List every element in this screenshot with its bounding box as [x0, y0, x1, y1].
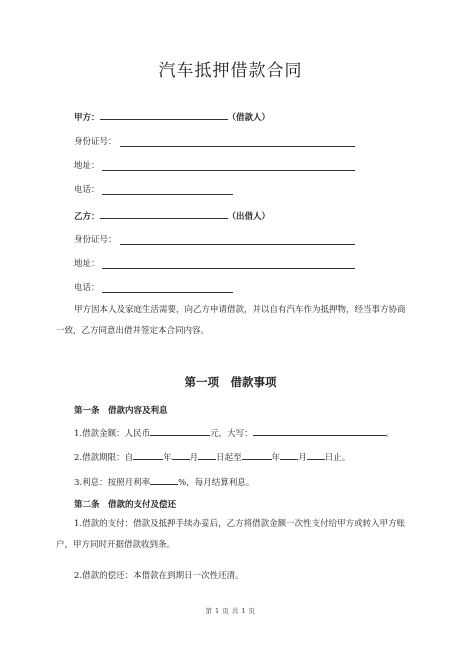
- intro-paragraph: 甲方因本人及家庭生活需要，向乙方申请借款，并以自有汽车作为抵押物，经当事方协商一致，乙方同意出借并签定本合同内容。: [56, 305, 406, 336]
- party-a-id-blank: [120, 146, 355, 147]
- party-a-label: 甲方：: [74, 113, 100, 123]
- section-title: 第一项 借款事项: [184, 375, 277, 389]
- party-b-address-line: [74, 258, 100, 270]
- page-footer: 第 1 页 共 1 页: [205, 607, 256, 615]
- term-month-label: 月: [189, 453, 199, 463]
- article-2-title: 第二条 借款的支付及偿还: [74, 500, 177, 510]
- party-a-address-blank: [102, 170, 355, 171]
- party-b-phone-label: 电话：: [74, 283, 100, 293]
- party-b-address-label: 地址：: [74, 259, 100, 269]
- party-b-role: （出借人）: [227, 212, 271, 222]
- party-a-phone-label: 电话：: [74, 185, 100, 195]
- term-end-month-blank: [280, 450, 298, 460]
- loan-amount-prefix: 1.借款金额：人民币: [74, 429, 151, 439]
- term-start-day-blank: [198, 450, 216, 460]
- interest-rate-blank: [150, 475, 178, 485]
- party-b-address-blank: [102, 268, 355, 269]
- interest-line: [74, 475, 254, 489]
- term-start-year-blank: [133, 450, 163, 460]
- party-b-label: 乙方：: [74, 212, 100, 222]
- party-b-line: [74, 209, 270, 223]
- party-b-blank: [100, 209, 228, 219]
- term-year-label: 年: [163, 453, 172, 463]
- party-a-id-label: 身份证号：: [74, 137, 117, 147]
- term-end-year-blank: [242, 450, 272, 460]
- term-end-day-blank: [307, 450, 325, 460]
- term-end-year-label: 年: [271, 453, 281, 463]
- loan-amount-mid: 元，大写：: [210, 429, 253, 439]
- term-start-month-blank: [172, 450, 190, 460]
- loan-amount-words-blank: [253, 426, 386, 436]
- party-b-phone-line: [74, 282, 100, 294]
- party-b-phone-blank: [102, 292, 233, 293]
- party-a-line: [74, 110, 270, 124]
- party-b-id-blank: [120, 244, 355, 245]
- repayment-paragraph: 2.借款的偿还：本借款在到期日一次性还清。: [74, 571, 244, 581]
- loan-term-line: [74, 450, 350, 464]
- party-a-address-label: 地址：: [74, 161, 100, 171]
- party-a-phone-blank: [102, 194, 233, 195]
- loan-amount-blank: [150, 426, 210, 436]
- document-title: 汽车抵押借款合同: [158, 61, 303, 81]
- term-day-end-label: 日止。: [324, 453, 351, 463]
- interest-prefix: 3.利息：按照月利率: [74, 478, 151, 488]
- party-b-id-line: [74, 234, 117, 246]
- loan-amount-line: [74, 426, 394, 440]
- payment-paragraph: 1.借款的支付：借款及抵押手续办妥后，乙方将借款金额一次性支付给甲方或转入甲方账户，甲方同时开据借款收到条。: [56, 519, 406, 550]
- loan-term-prefix: 2.借款期限：自: [74, 453, 134, 463]
- party-a-blank: [100, 110, 228, 120]
- party-a-role: （借款人）: [227, 113, 271, 123]
- term-end-month-label: 月: [298, 453, 307, 463]
- party-a-phone-line: [74, 184, 100, 196]
- party-a-id-line: [74, 136, 117, 148]
- term-day-start-label: 日起至: [216, 453, 242, 463]
- loan-amount-end: 。: [385, 429, 395, 439]
- party-a-address-line: [74, 160, 100, 172]
- party-b-id-label: 身份证号：: [74, 235, 117, 245]
- article-1-title: 第一条 借款内容及利息: [74, 406, 168, 416]
- interest-suffix: %，每月结算利息。: [178, 478, 255, 488]
